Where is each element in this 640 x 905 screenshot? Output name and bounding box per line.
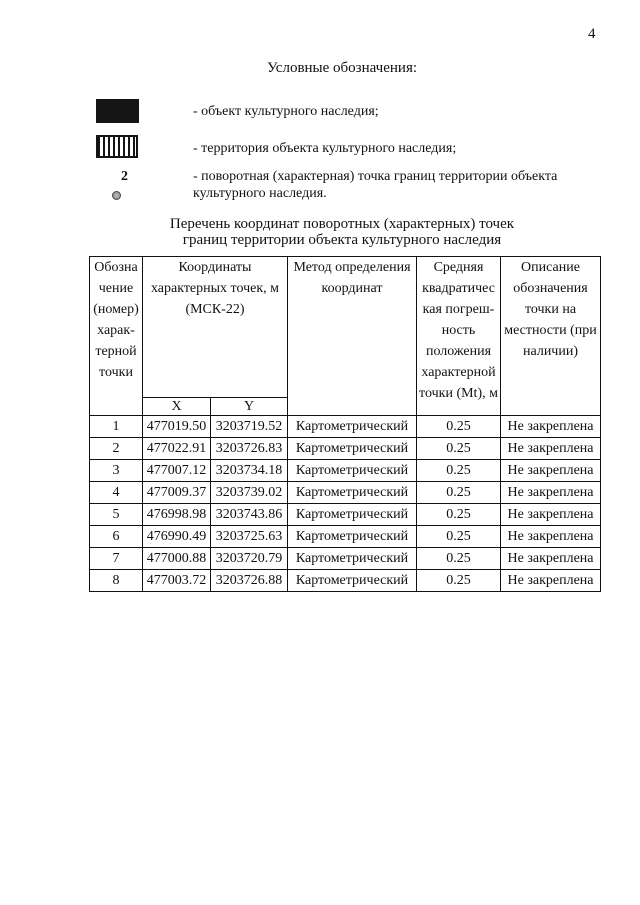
x-coordinate-cell: 477000.88 <box>143 548 211 570</box>
description-cell: Не закреплена <box>501 416 601 438</box>
x-coordinate-cell: 477022.91 <box>143 438 211 460</box>
header-method: Метод определения координат <box>288 257 417 416</box>
gray-point-marker-icon <box>112 191 121 200</box>
description-cell: Не закреплена <box>501 526 601 548</box>
hatched-rectangle-icon <box>96 135 138 158</box>
point-marker-label: 2 <box>121 169 128 184</box>
y-coordinate-cell: 3203720.79 <box>211 548 288 570</box>
y-coordinate-cell: 3203719.52 <box>211 416 288 438</box>
table-body <box>90 416 601 592</box>
accuracy-cell: 0.25 <box>417 416 501 438</box>
header-description: Описание обозначения точки на местности (при наличии) <box>501 257 601 416</box>
description-cell: Не закреплена <box>501 570 601 592</box>
legend-title: Условные обозначения: <box>266 60 418 76</box>
y-coordinate-cell: 3203726.88 <box>211 570 288 592</box>
method-cell: Картометрический <box>288 548 417 570</box>
point-number-cell: 2 <box>90 438 143 460</box>
table-header <box>90 257 601 416</box>
description-cell: Не закреплена <box>501 460 601 482</box>
method-cell: Картометрический <box>288 526 417 548</box>
method-cell: Картометрический <box>288 460 417 482</box>
accuracy-cell: 0.25 <box>417 570 501 592</box>
accuracy-cell: 0.25 <box>417 526 501 548</box>
solid-black-rectangle-icon <box>96 99 139 123</box>
y-coordinate-cell: 3203726.83 <box>211 438 288 460</box>
x-coordinate-cell: 477007.12 <box>143 460 211 482</box>
header-designation: Обозна чение (номер) харак- терной точки <box>90 257 143 416</box>
legend-item-turning-point: - поворотная (характерная) точка границ территории объекта культурного наследия. <box>193 169 558 201</box>
header-coordinates: Координаты характерных точек, м (МСК-22) <box>143 257 288 398</box>
header-y: Y <box>211 398 288 416</box>
point-number-cell: 4 <box>90 482 143 504</box>
accuracy-cell: 0.25 <box>417 438 501 460</box>
method-cell: Картометрический <box>288 482 417 504</box>
table-row <box>90 438 601 460</box>
description-cell: Не закреплена <box>501 548 601 570</box>
description-cell: Не закреплена <box>501 482 601 504</box>
y-coordinate-cell: 3203739.02 <box>211 482 288 504</box>
description-cell: Не закреплена <box>501 504 601 526</box>
table-row <box>90 570 601 592</box>
header-accuracy: Средняя квадратичес кая погреш- ность положения характерной точки (Mt), м <box>417 257 501 416</box>
accuracy-cell: 0.25 <box>417 548 501 570</box>
y-coordinate-cell: 3203743.86 <box>211 504 288 526</box>
point-number-cell: 3 <box>90 460 143 482</box>
accuracy-cell: 0.25 <box>417 460 501 482</box>
coordinates-table <box>89 256 601 592</box>
point-number-cell: 5 <box>90 504 143 526</box>
x-coordinate-cell: 476990.49 <box>143 526 211 548</box>
table-title <box>0 216 640 248</box>
header-x: X <box>143 398 211 416</box>
table-row <box>90 482 601 504</box>
y-coordinate-cell: 3203734.18 <box>211 460 288 482</box>
method-cell: Картометрический <box>288 438 417 460</box>
table-row <box>90 460 601 482</box>
x-coordinate-cell: 476998.98 <box>143 504 211 526</box>
method-cell: Картометрический <box>288 416 417 438</box>
point-number-cell: 1 <box>90 416 143 438</box>
accuracy-cell: 0.25 <box>417 504 501 526</box>
method-cell: Картометрический <box>288 570 417 592</box>
table-row <box>90 504 601 526</box>
legend-item-heritage-territory: - территория объекта культурного наследия; <box>193 141 457 156</box>
accuracy-cell: 0.25 <box>417 482 501 504</box>
description-cell: Не закреплена <box>501 438 601 460</box>
legend-item-heritage-object: - объект культурного наследия; <box>193 104 379 119</box>
method-cell: Картометрический <box>288 504 417 526</box>
table-row <box>90 416 601 438</box>
page-number: 4 <box>588 26 596 42</box>
x-coordinate-cell: 477019.50 <box>143 416 211 438</box>
point-number-cell: 8 <box>90 570 143 592</box>
x-coordinate-cell: 477003.72 <box>143 570 211 592</box>
y-coordinate-cell: 3203725.63 <box>211 526 288 548</box>
table-title-text: Перечень координат поворотных (характерных) точек границ территории объекта культурного наследия <box>169 216 515 248</box>
x-coordinate-cell: 477009.37 <box>143 482 211 504</box>
point-number-cell: 6 <box>90 526 143 548</box>
table-row <box>90 548 601 570</box>
table-row <box>90 526 601 548</box>
point-number-cell: 7 <box>90 548 143 570</box>
